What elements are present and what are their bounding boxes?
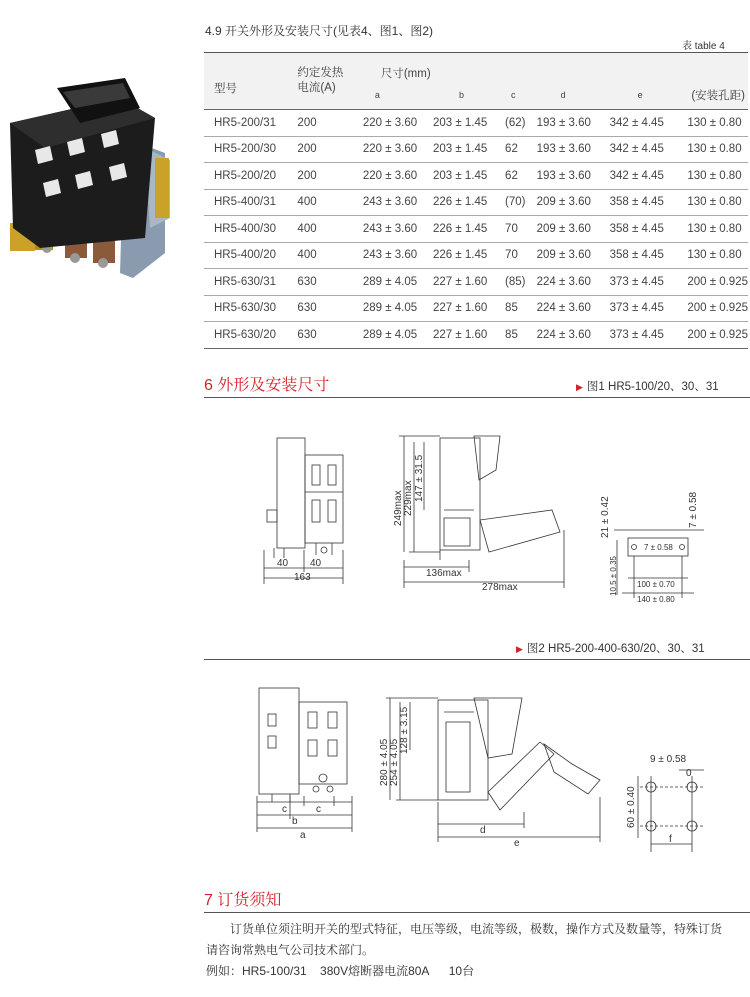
dim-7-vertical: 7 ± 0.58 <box>688 491 699 528</box>
cell-c: 62 <box>505 169 518 182</box>
table-row <box>204 242 748 269</box>
cell-e: 342 ± 4.45 <box>609 143 664 156</box>
table-row <box>204 189 748 216</box>
cell-a: 289 ± 4.05 <box>362 275 418 288</box>
divider <box>204 659 750 660</box>
table-row <box>204 163 748 190</box>
cell-hole: 130 ± 0.80 <box>687 116 742 129</box>
cell-b: 226 ± 1.45 <box>433 196 488 209</box>
cell-b: 203 ± 1.45 <box>433 143 488 156</box>
section7-title: 7 订货须知 <box>204 892 282 909</box>
header-model: 型号 <box>204 53 285 110</box>
cell-c: 70 <box>505 222 518 235</box>
dim-147: 147 ± 31.5 <box>414 454 425 502</box>
cell-c: (85) <box>505 275 526 288</box>
cell-current: 400 <box>297 196 317 209</box>
cell-current: 630 <box>297 302 317 315</box>
dim-0: 0 <box>686 768 692 779</box>
cell-b: 226 ± 1.45 <box>433 222 488 235</box>
dim-e: e <box>514 838 520 849</box>
cell-hole: 130 ± 0.80 <box>687 169 742 182</box>
fig2-label-text: 图2 HR5-200-400-630/20、30、31 <box>526 643 705 655</box>
cell-c: 70 <box>505 249 518 262</box>
dim-278max: 278max <box>482 582 518 593</box>
header-e: e <box>610 81 688 110</box>
fig2-label <box>516 640 705 656</box>
cell-current: 630 <box>297 275 317 288</box>
cell-d: 193 ± 3.60 <box>536 143 591 156</box>
cell-c: (62) <box>505 116 526 129</box>
cell-current: 200 <box>297 116 317 129</box>
dim-7-horizontal: 7 ± 0.58 <box>644 543 673 552</box>
dim-f: f <box>669 834 672 845</box>
table-row <box>204 269 748 296</box>
cell-a: 289 ± 4.05 <box>362 302 418 315</box>
dim-163: 163 <box>294 572 311 583</box>
header-size-group <box>353 53 748 82</box>
cell-e: 342 ± 4.45 <box>609 116 664 129</box>
cell-e: 373 ± 4.45 <box>609 275 664 288</box>
cell-model: HR5-400/31 <box>214 196 277 209</box>
dim-c-left: c <box>282 804 287 815</box>
order-note-line1: 订货单位须注明开关的型式特征，电压等级，电流等级，极数，操作方式及数量等，特殊订货 <box>230 922 723 936</box>
cell-hole: 200 ± 0.925 <box>687 328 748 341</box>
dim-136max: 136max <box>426 568 462 579</box>
header-hole: (安装孔距) <box>687 81 748 110</box>
cell-hole: 130 ± 0.80 <box>687 249 742 262</box>
table-row <box>204 322 748 349</box>
cell-current: 200 <box>297 169 317 182</box>
product-photo <box>5 78 175 278</box>
cell-a: 243 ± 3.60 <box>362 249 418 262</box>
header-a: a <box>353 81 433 110</box>
cell-d: 193 ± 3.60 <box>536 116 591 129</box>
fig1-label <box>576 378 719 394</box>
dim-100: 100 ± 0.70 <box>637 580 675 589</box>
table-row <box>204 136 748 163</box>
cell-hole: 130 ± 0.80 <box>687 143 742 156</box>
dim-229max: 229max <box>403 480 414 516</box>
dim-21: 21 ± 0.42 <box>600 496 611 538</box>
cell-model: HR5-200/20 <box>214 169 277 182</box>
figure1-drawing <box>204 400 750 610</box>
table-number: 表 table 4 <box>682 41 725 52</box>
cell-e: 342 ± 4.45 <box>609 169 664 182</box>
figure2-drawing <box>204 662 750 862</box>
cell-e: 358 ± 4.45 <box>609 249 664 262</box>
cell-model: HR5-630/30 <box>214 302 277 315</box>
cell-hole: 130 ± 0.80 <box>687 222 742 235</box>
cell-a: 220 ± 3.60 <box>362 143 418 156</box>
section6-title: 6 外形及安装尺寸 <box>204 377 330 394</box>
cell-current: 400 <box>297 249 317 262</box>
cell-e: 373 ± 4.45 <box>609 302 664 315</box>
cell-model: HR5-200/30 <box>214 143 277 156</box>
cell-e: 358 ± 4.45 <box>609 222 664 235</box>
header-d: d <box>537 81 610 110</box>
dim-249max: 249max <box>393 490 404 526</box>
cell-a: 220 ± 3.60 <box>362 116 418 129</box>
cell-b: 203 ± 1.45 <box>433 169 488 182</box>
order-note-line2: 请咨询常熟电气公司技术部门。 <box>206 943 375 957</box>
cell-model: HR5-630/31 <box>214 275 277 288</box>
cell-b: 203 ± 1.45 <box>433 116 488 129</box>
dim-254: 254 ± 4.05 <box>389 738 400 786</box>
cell-b: 227 ± 1.60 <box>433 275 488 288</box>
cell-hole: 130 ± 0.80 <box>687 196 742 209</box>
cell-hole: 200 ± 0.925 <box>687 275 748 288</box>
divider <box>204 397 750 398</box>
dim-60: 60 ± 0.40 <box>626 786 637 828</box>
cell-b: 226 ± 1.45 <box>433 249 488 262</box>
cell-a: 289 ± 4.05 <box>362 328 418 341</box>
cell-current: 200 <box>297 143 317 156</box>
table-row <box>204 216 748 243</box>
cell-current: 400 <box>297 222 317 235</box>
dim-140: 140 ± 0.80 <box>637 595 675 604</box>
dim-10-5: 10.5 ± 0.35 <box>609 556 618 596</box>
dim-c-right: c <box>316 804 321 815</box>
cell-b: 227 ± 1.60 <box>433 328 488 341</box>
cell-c: (70) <box>505 196 526 209</box>
dim-a: a <box>300 830 306 841</box>
cell-e: 358 ± 4.45 <box>609 196 664 209</box>
cell-b: 227 ± 1.60 <box>433 302 488 315</box>
cell-c: 85 <box>505 302 518 315</box>
table-row <box>204 110 748 137</box>
triangle-marker-icon: ▶ <box>516 644 523 654</box>
cell-c: 62 <box>505 143 518 156</box>
cell-e: 373 ± 4.45 <box>609 328 664 341</box>
cell-d: 209 ± 3.60 <box>536 222 591 235</box>
cell-d: 209 ± 3.60 <box>536 196 591 209</box>
cell-hole: 200 ± 0.925 <box>687 302 748 315</box>
triangle-marker-icon: ▶ <box>576 382 583 392</box>
cell-d: 224 ± 3.60 <box>536 328 591 341</box>
spec-table <box>204 52 748 349</box>
cell-a: 243 ± 3.60 <box>362 222 418 235</box>
cell-model: HR5-400/20 <box>214 249 277 262</box>
header-current-line2: 电流(A) <box>297 82 336 94</box>
cell-d: 224 ± 3.60 <box>536 275 591 288</box>
dim-40-left: 40 <box>277 558 289 569</box>
dim-9: 9 ± 0.58 <box>650 754 687 765</box>
cell-model: HR5-400/30 <box>214 222 277 235</box>
header-current <box>285 53 352 110</box>
cell-current: 630 <box>297 328 317 341</box>
header-c: c <box>505 81 537 110</box>
cell-c: 85 <box>505 328 518 341</box>
dim-b: b <box>292 816 298 827</box>
header-b: b <box>433 81 505 110</box>
cell-model: HR5-200/31 <box>214 116 277 129</box>
cell-d: 224 ± 3.60 <box>536 302 591 315</box>
header-size-label: 尺寸(mm) <box>380 68 431 80</box>
header-current-line1: 约定发热 <box>297 67 344 79</box>
table-row <box>204 295 748 322</box>
cell-model: HR5-630/20 <box>214 328 277 341</box>
dim-280: 280 ± 4.05 <box>379 738 390 786</box>
divider <box>204 912 750 913</box>
cell-d: 209 ± 3.60 <box>536 249 591 262</box>
dim-d: d <box>480 825 486 836</box>
cell-a: 243 ± 3.60 <box>362 196 418 209</box>
order-example: 例如：HR5-100/31 380V熔断器电流80A 10台 <box>206 964 475 978</box>
cell-a: 220 ± 3.60 <box>362 169 418 182</box>
dim-40-right: 40 <box>310 558 322 569</box>
cell-d: 193 ± 3.60 <box>536 169 591 182</box>
table-caption: 4.9 开关外形及安装尺寸(见表4、图1、图2) <box>205 24 434 38</box>
dim-128: 128 ± 3.15 <box>399 706 410 754</box>
fig1-label-text: 图1 HR5-100/20、30、31 <box>586 381 719 393</box>
front-view-body <box>277 438 305 548</box>
